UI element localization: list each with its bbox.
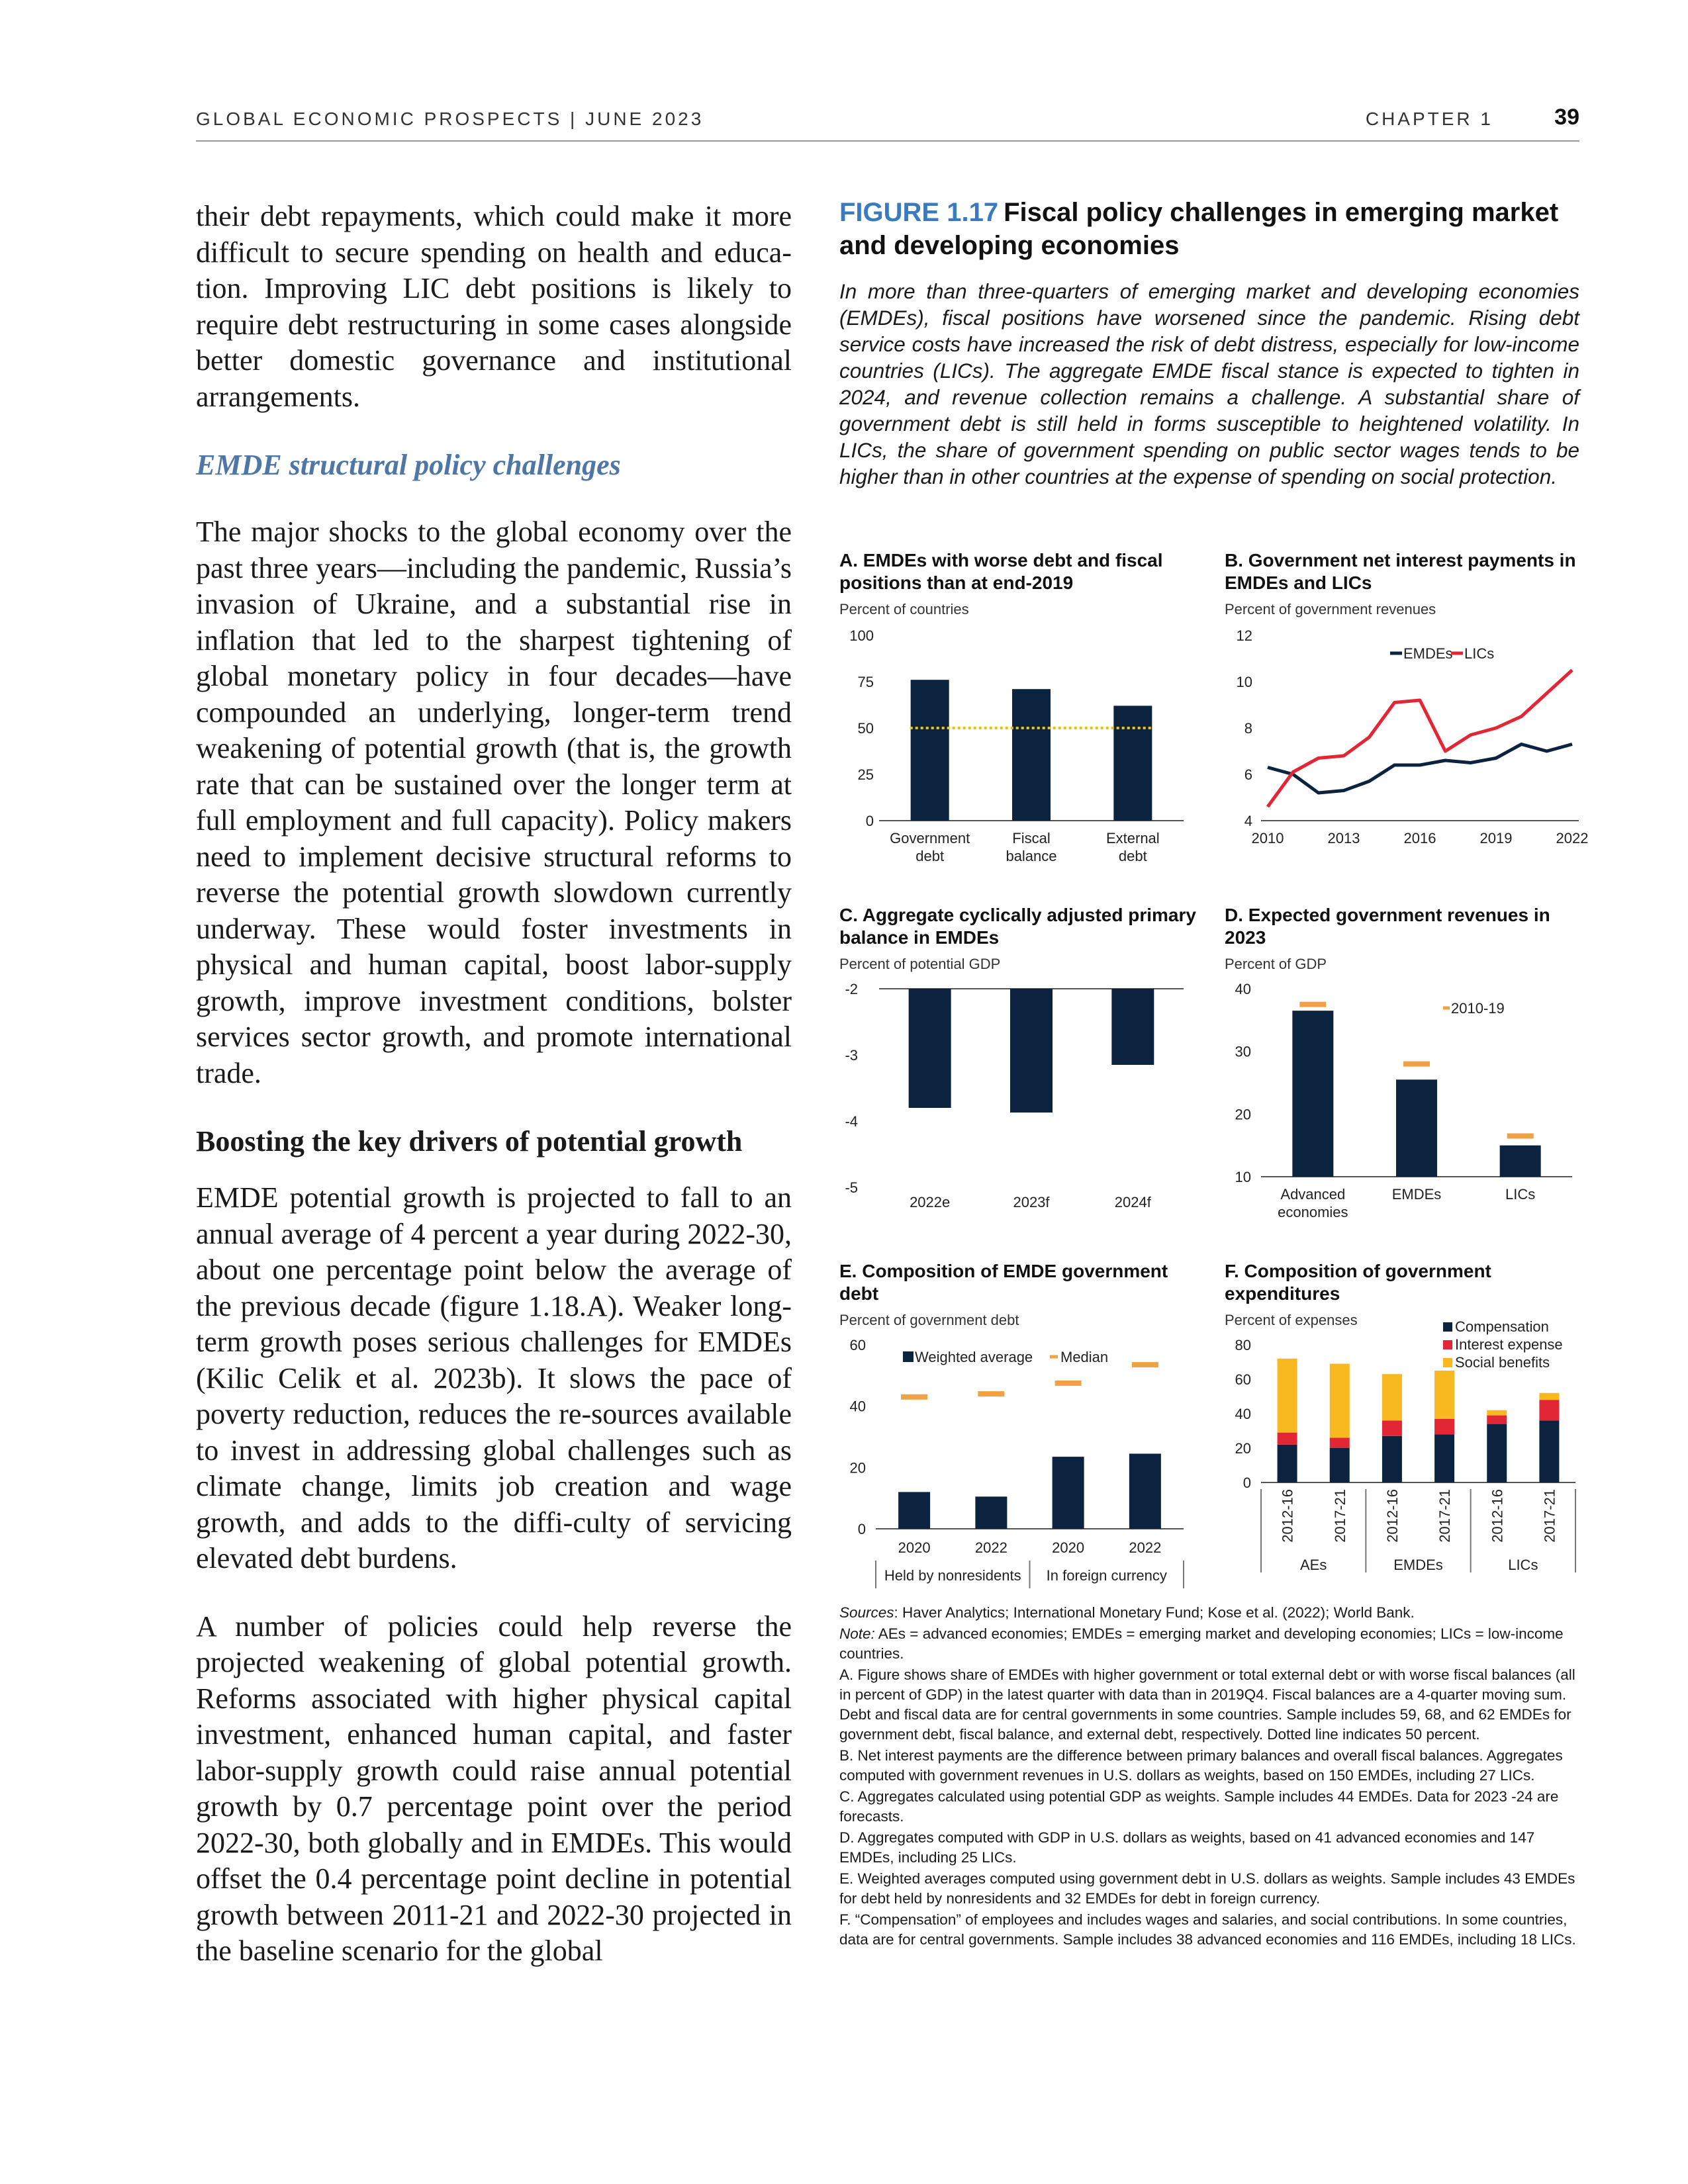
d-category-label: economies [1278,1204,1348,1220]
sources-line [839,1603,1579,1623]
e-marker-median [901,1394,927,1400]
d-bar [1396,1079,1437,1177]
note-c: C. Aggregates calculated using potential GDP as weights. Sample includes 44 EMDEs. Data for 2023 -24 are forecasts. [839,1788,1559,1825]
a-ytick-label: 0 [865,813,874,829]
panel-f-unit: Percent of expenses [1225,1312,1358,1328]
e-category-label: 2020 [898,1539,931,1556]
section-heading-structural: EMDE structural policy challenges [196,449,621,481]
f-bar-segment-compensation [1278,1445,1297,1482]
d-ytick-label: 20 [1235,1106,1251,1123]
e-ytick-label: 40 [849,1398,866,1415]
panel-c [839,904,1210,1210]
f-ytick-label: 0 [1243,1475,1251,1491]
f-bar-segment-interest-expense [1278,1433,1297,1445]
panel-a-unit: Percent of countries [839,601,969,617]
e-category-label: 2022 [1129,1539,1162,1556]
b-ytick-label: 6 [1244,766,1252,783]
d-category-label: LICs [1505,1186,1536,1203]
f-legend-label: Compensation [1455,1318,1549,1335]
page-header [196,106,1579,142]
paragraph-2: The major shocks to the global economy over the past three years—including the pandemic, Russia’s invasion of Ukraine, and a substantial rise in inflation that led to the sharpest tightening of global monetary policy in four decades—have compounded an underlying, longer-term trend weakening of potential growth (that is, the growth rate that can be sustained over the longer term at full employment and full capacity). Policy makers need to implement decisive structural reforms to reverse the potential growth slowdown currently underway. These would foster investments in physical and human capital, boost labor-supply growth, improve investment conditions, bolster services sector growth, and promote international trade. [196,516,792,1089]
b-ytick-label: 12 [1236,627,1252,644]
sources-label: Sources [839,1604,894,1621]
a-bar [1012,689,1051,821]
d-legend-label: 2010-19 [1451,1000,1505,1017]
e-bar-weighted-average [1129,1453,1161,1529]
figure-title [839,196,1579,262]
d-category-label: EMDEs [1391,1186,1442,1203]
panel-e-chart [839,1332,1197,1610]
b-ytick-label: 10 [1236,674,1252,690]
f-bar-segment-social-benefits [1487,1410,1507,1416]
d-ytick-label: 40 [1235,981,1251,997]
e-bar-weighted-average [898,1492,930,1529]
f-group-label: EMDEs [1393,1557,1443,1573]
a-category-label: Government [890,830,970,846]
c-bar [1111,989,1154,1065]
d-marker-2010-19 [1507,1133,1534,1138]
panel-d-chart [1225,976,1582,1227]
b-series-line-lics [1268,670,1572,807]
b-xtick-label: 2016 [1403,830,1436,846]
f-bar-segment-social-benefits [1539,1393,1559,1400]
c-category-label: 2022e [910,1194,951,1210]
d-bar [1292,1011,1333,1177]
b-xtick-label: 2022 [1556,830,1589,846]
f-legend-swatch [1443,1322,1452,1332]
f-bar-segment-interest-expense [1539,1400,1559,1420]
b-series-line-emdes [1268,745,1572,794]
note-line [839,1624,1579,1664]
body-text-column [196,199,792,2001]
f-ytick-label: 60 [1235,1371,1251,1388]
panel-e-unit: Percent of government debt [839,1312,1019,1328]
d-marker-2010-19 [1403,1062,1430,1067]
f-bar-segment-interest-expense [1434,1419,1454,1434]
panel-d-title: D. Expected government revenues in 2023 [1225,905,1550,948]
sources-text: : Haver Analytics; International Monetary Fund; Kose et al. (2022); World Bank. [894,1604,1415,1621]
f-category-label: 2012-16 [1383,1489,1401,1543]
b-ytick-label: 4 [1244,813,1252,829]
e-ytick-label: 0 [857,1521,866,1537]
note-d: D. Aggregates computed with GDP in U.S. dollars as weights, based on 41 advanced economies and 147 EMDEs, including 25 LICs. [839,1829,1535,1866]
a-bar [1113,705,1152,821]
e-marker-median [1055,1381,1082,1386]
f-ytick-label: 40 [1235,1406,1251,1422]
f-bar-segment-social-benefits [1278,1359,1297,1433]
f-bar-segment-compensation [1539,1420,1559,1482]
e-group-label: Held by nonresidents [884,1567,1021,1584]
d-ytick-label: 30 [1235,1043,1251,1060]
b-legend-lics: LICs [1464,645,1495,662]
paragraph-3: EMDE potential growth is projected to fall to an annual average of 4 percent a year during 2022-30, about one percentage point below the average of the previous decade (figure 1.18.A). Weaker long-term growth poses serious challenges for EMDEs (Kilic Celik et al. 2023b). It slows the pace of poverty reduction, reduces the re-sources available to invest in addressing global challenges such as climate change, limits job creation and wage growth, and adds to the diffi-culty of servicing elevated debt burdens. [196,1181,792,1574]
note-b: B. Net interest payments are the difference between primary balances and overall fiscal balances. Aggregates computed with government revenues in U.S. dollars as weights, based on 150 EMDEs, including 27 LICs. [839,1747,1563,1784]
c-ytick-label: -2 [845,981,858,997]
a-category-label: Fiscal [1012,830,1051,846]
figure-1-17 [839,196,1579,490]
page-number: 39 [1554,105,1579,130]
c-bar [909,989,951,1108]
f-ytick-label: 20 [1235,1440,1251,1457]
e-group-label: In foreign currency [1046,1567,1167,1584]
e-ytick-label: 20 [849,1459,866,1477]
f-group-label: LICs [1508,1557,1538,1573]
f-legend-swatch [1443,1340,1452,1349]
e-bar-weighted-average [1053,1457,1084,1529]
f-category-label: 2017-21 [1436,1489,1454,1543]
note-a: A. Figure shows share of EMDEs with higher government or total external debt or with worse fiscal balances (all in percent of GDP) in the latest quarter with data than in 2019Q4. Fiscal balances are a 4-quarter moving sum. Debt and fiscal data are for central governments in some countries. Sample includes 59, 68, and 62 EMDEs for government debt, fiscal balance, and external debt, respectively. Dotted line indicates 50 percent. [839,1666,1575,1743]
figure-notes [839,1603,1579,1951]
e-marker-median [1132,1362,1158,1367]
b-legend-emdes: EMDEs [1403,645,1453,662]
f-bar-segment-interest-expense [1487,1416,1507,1424]
a-ytick-label: 75 [857,674,874,690]
f-legend-swatch [1443,1358,1452,1367]
f-category-label: 2012-16 [1489,1489,1506,1543]
e-category-label: 2020 [1052,1539,1085,1556]
running-title: GLOBAL ECONOMIC PROSPECTS | JUNE 2023 [196,109,704,129]
panel-a-title: A. EMDEs with worse debt and fiscal positions than at end-2019 [839,550,1163,593]
panel-c-unit: Percent of potential GDP [839,956,1001,972]
f-legend-label: Interest expense [1455,1336,1563,1353]
e-category-label: 2022 [974,1539,1008,1556]
b-ytick-label: 8 [1244,720,1252,737]
panel-b [1225,549,1595,846]
chapter-label: CHAPTER 1 [1365,109,1493,129]
e-legend-weighted: Weighted average [915,1349,1033,1365]
panel-f-title: F. Composition of government expenditures [1225,1261,1491,1304]
f-bar-segment-compensation [1487,1424,1507,1482]
a-ytick-label: 25 [857,766,874,783]
f-category-label: 2012-16 [1279,1489,1296,1543]
panel-b-title: B. Government net interest payments in EMDEs and LICs [1225,550,1576,593]
note-f: F. “Compensation” of employees and includes wages and salaries, and social contributions. In some countries, data are for central governments. Sample includes 38 advanced economies and 116 EMDEs, including 18 LICs. [839,1911,1576,1948]
a-category-label: debt [915,848,945,864]
b-xtick-label: 2019 [1479,830,1513,846]
d-marker-2010-19 [1299,1002,1326,1007]
panel-c-chart [839,976,1197,1227]
paragraph-1: their debt repayments, which could make it more difficult to secure spending on health and educa-tion. Improving LIC debt positions is likely to require debt restructuring in some cases alongside better domestic governance and institutional arrangements. [196,200,792,413]
c-ytick-label: -5 [845,1179,858,1196]
d-bar [1500,1146,1541,1177]
f-bar-segment-compensation [1382,1436,1402,1482]
f-bar-segment-interest-expense [1330,1437,1350,1448]
a-category-label: External [1105,830,1160,846]
d-ytick-label: 10 [1235,1169,1251,1185]
f-ytick-label: 80 [1235,1337,1251,1353]
a-ytick-label: 50 [857,720,874,737]
a-category-label: balance [1006,848,1057,864]
e-marker-median [978,1391,1004,1396]
panel-b-unit: Percent of government revenues [1225,601,1436,617]
panel-d-unit: Percent of GDP [1225,956,1327,972]
paragraph-4: A number of policies could help reverse the projected weakening of global potential growth. Reforms associated with higher physical capital investment, enhanced human capital, and faster labor-supply growth could raise annual potential growth by 0.7 percentage point over the period 2022-30, both globally and in EMDEs. This would offset the 0.4 percentage point decline in potential growth between 2011-21 and 2022-30 projected in the baseline scenario for the global [196,1610,792,1967]
figure-description: In more than three-quarters of emerging market and developing economies (EMDEs), fiscal positions have worsened since the pandemic. Rising debt service costs have increased the risk of debt distress, especially for low-income countries (LICs). The aggregate EMDE fiscal stance is expected to tighten in 2024, and revenue collection remains a challenge. A substantial share of government debt is still held in forms susceptible to heightened volatility. In LICs, the share of government spending on public sector wages tends to be higher than in other countries at the expense of spending on social protection. [839,279,1579,488]
panel-e [839,1260,1210,1584]
panel-e-title: E. Composition of EMDE government debt [839,1261,1168,1304]
f-legend-label: Social benefits [1455,1354,1550,1371]
panel-d [1225,904,1595,1220]
c-bar [1010,989,1053,1113]
f-bar-segment-social-benefits [1434,1371,1454,1419]
figure-number: FIGURE 1.17 [839,198,999,227]
panel-a [839,549,1210,864]
d-category-label: Advanced [1280,1186,1346,1203]
section-heading-drivers: Boosting the key drivers of potential growth [196,1125,743,1158]
f-category-label: 2017-21 [1331,1489,1348,1543]
f-group-label: AEs [1299,1557,1327,1573]
panel-a-chart [839,622,1197,874]
f-bar-segment-social-benefits [1382,1374,1402,1420]
e-legend-median: Median [1060,1349,1109,1365]
figure-title-text: Fiscal policy challenges in emerging market and developing economies [839,198,1559,260]
panel-c-title: C. Aggregate cyclically adjusted primary balance in EMDEs [839,905,1196,948]
e-bar-weighted-average [975,1496,1007,1529]
panel-b-chart [1225,622,1589,874]
c-category-label: 2023f [1013,1194,1050,1210]
f-bar-segment-compensation [1330,1448,1350,1482]
c-category-label: 2024f [1114,1194,1151,1210]
f-bar-segment-social-benefits [1330,1364,1350,1438]
c-ytick-label: -3 [845,1047,858,1064]
c-ytick-label: -4 [845,1113,858,1130]
f-bar-segment-interest-expense [1382,1420,1402,1435]
b-xtick-label: 2010 [1251,830,1284,846]
e-ytick-label: 60 [849,1337,866,1353]
e-legend-swatch-weighted [903,1351,914,1362]
note-text: AEs = advanced economies; EMDEs = emerging market and developing economies; LICs = low-income countries. [839,1625,1564,1662]
panel-f [1225,1260,1595,1573]
a-bar [911,680,949,821]
f-category-label: 2017-21 [1541,1489,1558,1543]
a-ytick-label: 100 [849,627,874,644]
a-category-label: debt [1118,848,1147,864]
f-bar-segment-compensation [1434,1434,1454,1482]
note-e: E. Weighted averages computed using government debt in U.S. dollars as weights. Sample includes 43 EMDEs for debt held by nonresidents and 32 EMDEs for debt in foreign currency. [839,1870,1575,1907]
note-label: Note: [839,1625,875,1642]
b-xtick-label: 2013 [1327,830,1360,846]
